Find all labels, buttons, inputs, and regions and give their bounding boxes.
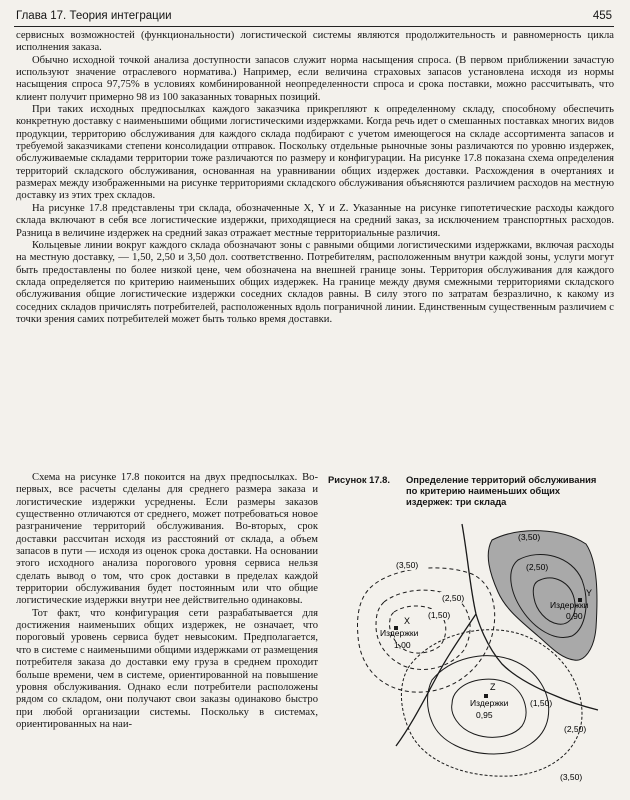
warehouse-z-letter: Z [490,682,496,692]
ring-label-x-350: (3,50) [396,560,419,570]
figure-title: Определение территорий обслуживания по критерию наименьших общих издержек: три склада [406,474,597,507]
paragraph: Схема на рисунке 17.8 покоится на двух предпосылках. Во-первых, все расчеты сделаны для среднего размера заказа и логистические издержки усреднены. Если размеры заказов существенно отличаются от среднего, может потребоваться новое разграничение территорий обслуживания. Во-вторых, срок доставки рассчитан исходя из расстояний от склада, а объем запасов в пути — исходя из оценок срока доставки. На основании этого исходного анализа порогового уровня сервиса нельзя сделать вывод о том, что срок доставки в пределах каждой территории обслуживания будет постоянным или что общие логистические издержки внутри нее действительно одинаковы. [16,472,318,607]
figure-number: Рисунок 17.8. [328,474,390,485]
wrapped-text-column [16,472,318,731]
paragraph: сервисных возможностей (функциональности) логистической системы являются продолжительность и равномерность цикла исполнения заказа. [16,30,614,54]
paragraph: Обычно исходной точкой анализа доступности запасов служит норма насыщения спроса. (В первом приближении зачастую используют значение отраслевого норматива.) Например, если величина страховых запасов установлена исходя из нормы насыщения спроса 97,75% в условиях комбинированной неопределенности спроса и срока поставки, можно рассчитывать, что клиент получит примерно 98 из 100 заказанных товарных позиций. [16,54,614,103]
warehouse-y-letter: Y [586,588,593,598]
warehouse-y-cost-label: Издержки [550,600,589,610]
ring-label-z-350: (3,50) [560,772,583,782]
ring-label-z-150: (1,50) [530,698,553,708]
chapter-title: Глава 17. Теория интеграции [16,10,172,22]
body-text [16,30,614,326]
paragraph: При таких исходных предпосылках каждого заказчика прикрепляют к определенному складу, способному обеспечить конкретную доставку с наименьшими общими логистическими издержками. Когда речь идет о смешанных поставках многих видов продукции, территорию обслуживания для каждого склада подбирают с учетом имеющегося на складе ассортимента запасов и требуемой заказчиками степени консолидации отправок. Поскольку отдельные рыночные зоны различаются по уровню издержек, обслуживаемые складами территории тоже различаются по размеру и конфигурации. На рисунке 17.8 показана схема определения территорий складского обслуживания, основанная на уравнивании общих издержек доставки. Расхождения в очертаниях и размерах между изображенными на рисунке территориями складского обслуживания объясняются различием расходов на местную доставку из этих трех складов. [16,104,614,202]
paragraph: Кольцевые линии вокруг каждого склада обозначают зоны с равными общими логистическими издержками, включая расходы на местную доставку, — 1,50, 2,50 и 3,50 дол. соответственно. Потребителям, расположенным внутри каждой зоны, услуги могут быть предоставлены по более низкой цене, чем обозначена на внешней границе зоны. Территория обслуживания для каждого склада определяется по критерию наименьших общих издержек. На границе между двумя смежными территориями складского обслуживания общие логистические издержки соседних складов равны. В силу этого по затратам безразлично, к какому из соседних складов причислять потребителей, расположенных вдоль пограничной линии. Единственным существенным различием с точки зрения самих потребителей может быть только время доставки. [16,239,614,325]
warehouse-x-letter: X [404,616,411,626]
warehouse-x-cost: 1,00 [394,640,411,650]
ring-label-y-250: (2,50) [526,562,549,572]
warehouse-x-cost-label: Издержки [380,628,419,638]
ring-label-x-150: (1,50) [428,610,451,620]
ring-label-z-250: (2,50) [564,724,587,734]
figure-17-8 [328,474,614,794]
running-header [14,4,614,27]
warehouse-z-ring [452,679,526,737]
paragraph: На рисунке 17.8 представлены три склада, обозначенные X, Y и Z. Указанные на рисунке гипотетические расходы каждого склада включают в себя все логистические издержки, приходящиеся на средний заказ, за исключением транспортных расходов. Разница в величине издержек на средний заказ отражает местные территориальные различия. [16,202,614,239]
ring-label-y-350: (3,50) [518,532,541,542]
page-number: 455 [592,10,612,22]
ring-label-x-250: (2,50) [442,593,465,603]
warehouse-y-cost: 0,90 [566,611,583,621]
warehouse-x-ring [358,568,495,692]
service-territory-map [350,518,600,788]
warehouse-z-cost-label: Издержки [470,698,509,708]
warehouse-z-cost: 0,95 [476,710,493,720]
paragraph: Тот факт, что конфигурация сети разрабатывается для достижения наименьших общих издержек, не означает, что пороговый уровень сервиса будет невысоким. Предполагается, что в системе с наименьшими общими издержками от размещения потребителя заказа до доставки ему груза в среднем проходит больше времени, чем в системе, ориентированной на повышение уровня обслуживания. Однако если потребители расположены рядом со складом, они получают свои заказы одинаково быстро при любой организации системы. Поскольку в системах, ориентированных на наи- [16,607,318,730]
warehouse-y-shaded-zone [488,531,597,661]
